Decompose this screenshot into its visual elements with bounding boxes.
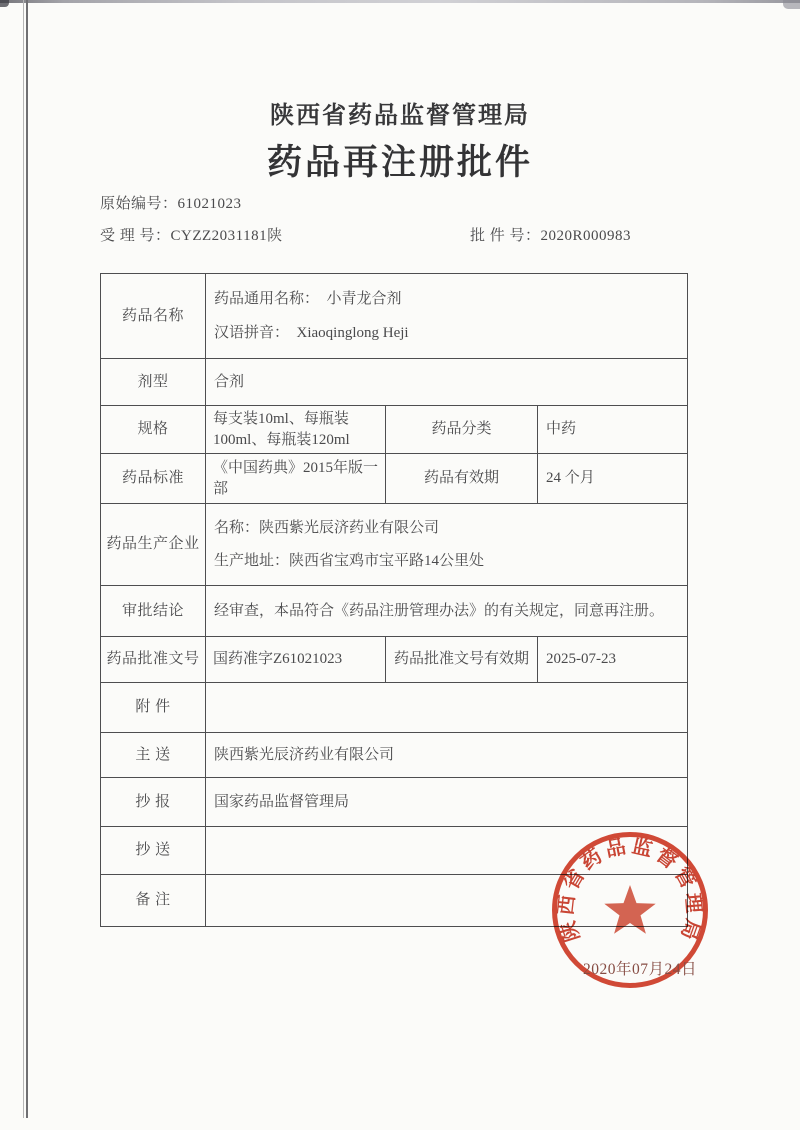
row-label-copy-report: 抄 报 [135, 793, 171, 810]
table-row-drug-name [101, 274, 687, 358]
cell-validity-label: 药品有效期 [385, 454, 537, 503]
row-label-attachment: 附 件 [135, 699, 171, 716]
acceptance-number-value: CYZZ2031181陕 [170, 228, 283, 244]
table-row-approval-number [101, 636, 687, 682]
seal-date: 2020年07月24日 [583, 961, 698, 978]
cell-standard-value: 《中国药典》2015年版一部 [205, 454, 385, 503]
approval-number-line [470, 226, 631, 246]
cell-main-send: 陕西紫光辰济药业有限公司 [205, 733, 687, 777]
table-row-dosage-form [101, 358, 687, 405]
row-label-manufacturer: 药品生产企业 [106, 536, 200, 553]
original-number-label: 原始编号： [100, 196, 178, 212]
table-row-copy-report [101, 777, 687, 826]
scan-top-edge [0, 0, 800, 3]
acceptance-number-label: 受 理 号： [100, 228, 171, 244]
cell-validity-value: 24 个月 [537, 454, 687, 503]
table-row-main-send [101, 732, 687, 777]
row-label-copy-send: 抄 送 [135, 842, 171, 859]
table-row-manufacturer [101, 503, 687, 585]
cell-conclusion: 经审查，本品符合《药品注册管理办法》的有关规定，同意再注册。 [205, 586, 687, 636]
seal-star-icon [604, 885, 655, 934]
drug-generic-name: 药品通用名称： 小青龙合剂 [214, 291, 402, 308]
document-title: 药品再注册批件 [266, 143, 533, 182]
cell-approval-number-value: 国药准字Z61021023 [205, 637, 385, 682]
table-row-attachment [101, 682, 687, 732]
cell-drug-name [205, 274, 687, 358]
approval-number-value: 2020R000983 [540, 228, 632, 244]
cell-spec-value: 每支装10ml、每瓶装100ml、每瓶装120ml [205, 406, 385, 453]
cell-drug-class-value: 中药 [537, 406, 687, 453]
cell-dosage-form: 合剂 [205, 359, 687, 405]
row-label-spec: 规格 [137, 421, 169, 438]
cell-drug-class-label: 药品分类 [385, 406, 537, 453]
acceptance-number-line [100, 226, 283, 246]
drug-pinyin: 汉语拼音： Xiaoqinglong Heji [214, 324, 409, 341]
table-row-spec [101, 405, 687, 453]
cell-attachment [205, 683, 687, 732]
row-label-remarks: 备 注 [135, 892, 171, 909]
original-number-value: 61021023 [177, 196, 242, 212]
row-label-approval-number: 药品批准文号 [106, 651, 200, 668]
table-row-standard [101, 453, 687, 503]
cell-approval-validity-value: 2025-07-23 [537, 637, 687, 682]
cell-manufacturer [205, 504, 687, 585]
row-label-standard: 药品标准 [121, 470, 184, 487]
original-number-line [100, 194, 242, 214]
row-label-conclusion: 审批结论 [121, 602, 184, 619]
table-row-conclusion [101, 585, 687, 636]
row-label-dosage-form: 剂型 [137, 373, 169, 390]
manufacturer-address: 生产地址：陕西省宝鸡市宝平路14公里处 [214, 553, 485, 569]
official-seal [550, 829, 714, 993]
manufacturer-name: 名称：陕西紫光辰济药业有限公司 [214, 519, 440, 536]
approval-number-label: 批 件 号： [470, 228, 541, 244]
scan-corner-mark-right [783, 0, 800, 9]
seal-arc-text: 陕西省药品监督管理局 [555, 835, 705, 947]
cell-copy-report: 国家药品监督管理局 [205, 778, 687, 826]
row-label-drug-name: 药品名称 [121, 307, 184, 324]
issuing-authority-title: 陕西省药品监督管理局 [270, 102, 530, 129]
row-label-main-send: 主 送 [135, 746, 171, 763]
cell-approval-validity-label: 药品批准文号有效期 [385, 637, 537, 682]
scan-corner-mark-left [0, 0, 9, 7]
